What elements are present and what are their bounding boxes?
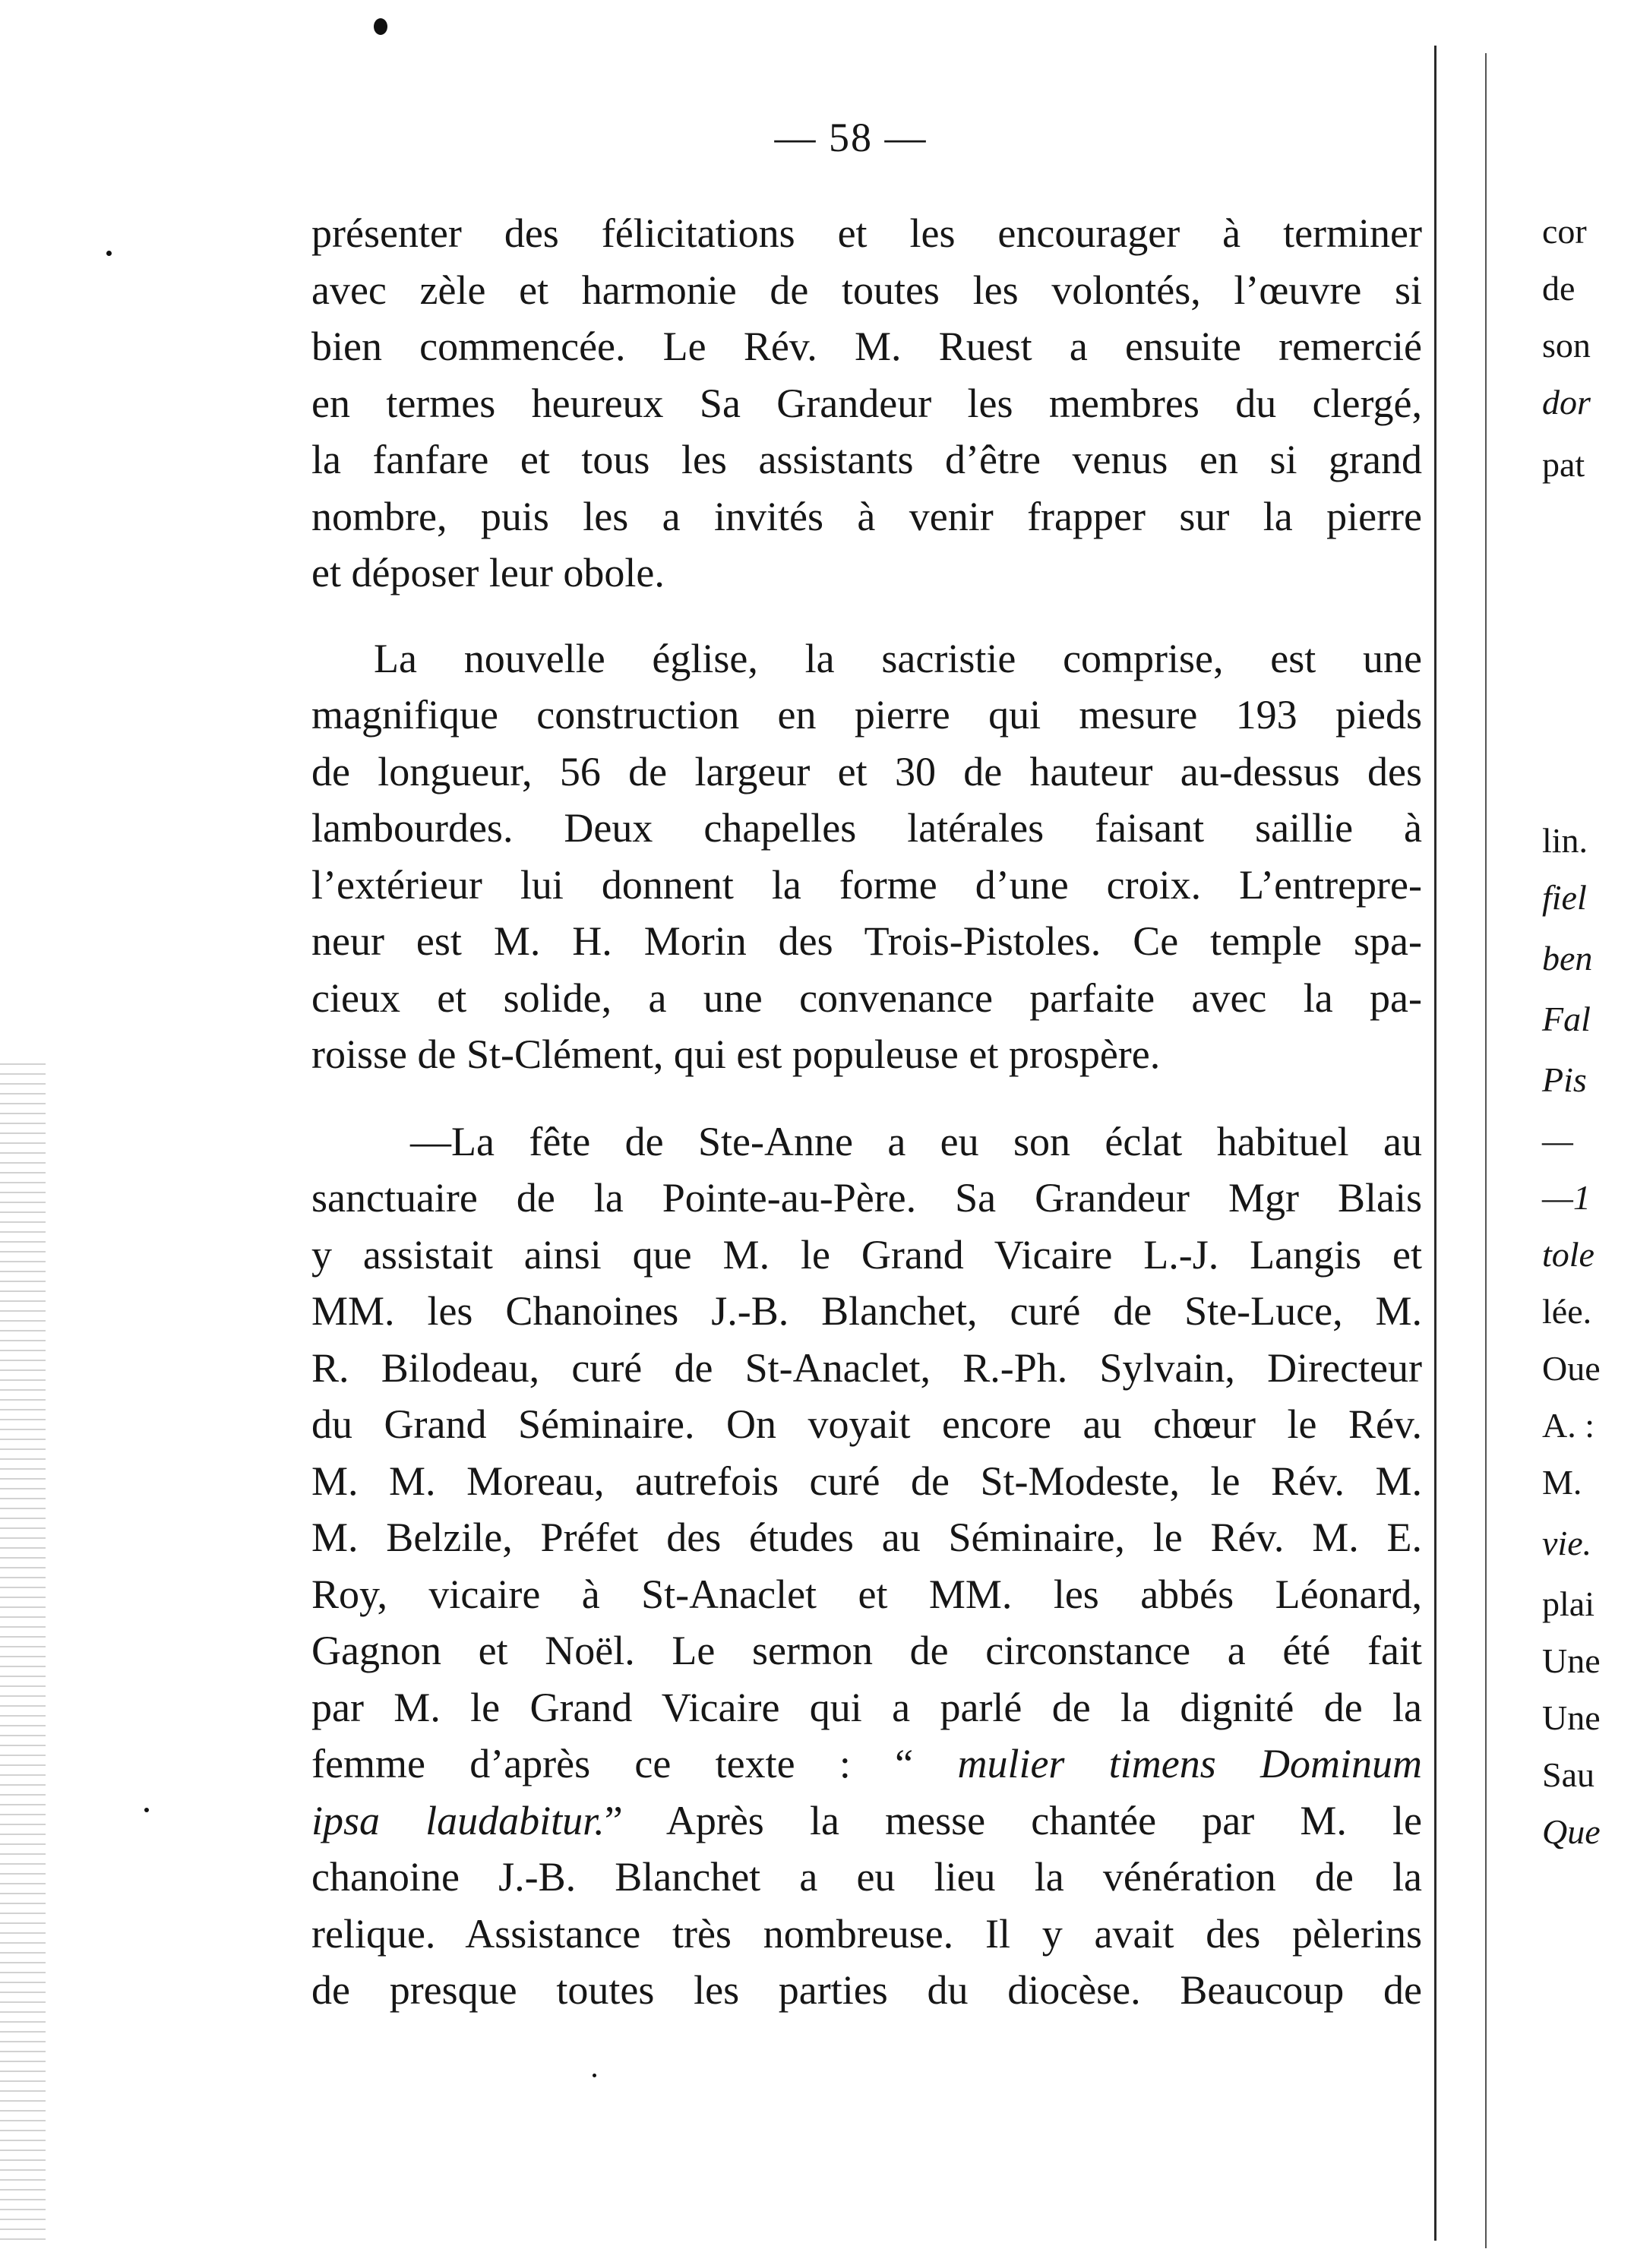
margin-fragment: lée.: [1542, 1292, 1592, 1331]
margin-fragment: —1: [1542, 1178, 1591, 1217]
text-line: l’extérieur lui donnent la forme d’une croix. L’entrepre-: [311, 861, 1422, 908]
text-line: avec zèle et harmonie de toutes les volontés, l’œuvre si: [311, 267, 1422, 313]
margin-fragment: —: [1542, 1121, 1573, 1160]
margin-fragment: Pis: [1542, 1060, 1587, 1099]
main-text: [311, 205, 1422, 2019]
margin-fragment: son: [1542, 326, 1591, 365]
text-line: de longueur, 56 de largeur et 30 de hauteur au-dessus des: [311, 748, 1422, 794]
ink-speck: [144, 1808, 149, 1812]
text-line: de presque toutes les parties du diocèse. Beaucoup de: [311, 1967, 1422, 2013]
margin-fragment: Une: [1542, 1698, 1601, 1737]
margin-fragment: Sau: [1542, 1755, 1594, 1794]
quote-tail: ” Après la messe chantée par M. le: [604, 1797, 1422, 1843]
text-line: relique. Assistance très nombreuse. Il y avait des pèlerins: [311, 1910, 1422, 1957]
margin-fragment: Oue: [1542, 1349, 1601, 1388]
text-line: Roy, vicaire à St-Anaclet et MM. les abbés Léonard,: [311, 1571, 1422, 1617]
text-line: lambourdes. Deux chapelles latérales faisant saillie à: [311, 805, 1422, 851]
margin-fragment: M.: [1542, 1463, 1582, 1502]
margin-fragment: de: [1542, 269, 1576, 308]
quote-latin-end: ipsa laudabitur.: [311, 1797, 605, 1843]
text-line: nombre, puis les a invités à venir frapper sur la pierre: [311, 493, 1422, 539]
right-page-fragments: [1542, 0, 1634, 2268]
page-number: — 58 —: [774, 115, 928, 160]
text-line: et déposer leur obole.: [311, 550, 665, 595]
text-line: roisse de St-Clément, qui est populeuse et prospère.: [311, 1031, 1161, 1077]
page-edge-rule-2: [1485, 53, 1487, 2248]
text-line: M. Belzile, Préfet des études au Séminaire, le Rév. M. E.: [311, 1515, 1422, 1560]
text-line: MM. les Chanoines J.-B. Blanchet, curé de Ste-Luce, M.: [311, 1288, 1422, 1334]
ink-speck: [593, 2074, 596, 2077]
margin-fragment: tole: [1542, 1235, 1594, 1274]
margin-fragment: vie.: [1542, 1524, 1592, 1562]
ink-speck: [374, 18, 387, 35]
text-line: présenter des félicitations et les encourager à terminer: [311, 210, 1422, 256]
text-line: chanoine J.-B. Blanchet a eu lieu la vénération de la: [311, 1854, 1422, 1900]
text-line: La nouvelle église, la sacristie comprise, est une: [374, 635, 1422, 681]
margin-fragment: A. :: [1542, 1406, 1594, 1445]
text-line: cieux et solide, a une convenance parfaite avec la pa-: [311, 974, 1422, 1021]
margin-fragment: Que: [1542, 1812, 1601, 1851]
margin-fragment: lin.: [1542, 821, 1588, 860]
quote-latin: mulier timens Dominum: [957, 1741, 1423, 1786]
margin-fragment: plai: [1542, 1584, 1594, 1623]
text-line: bien commencée. Le Rév. M. Ruest a ensuite remercié: [311, 324, 1422, 369]
text-line: —La fête de Ste-Anne a eu son éclat habituel au: [410, 1118, 1422, 1164]
text-line: M. M. Moreau, autrefois curé de St-Modeste, le Rév. M.: [311, 1458, 1422, 1504]
text-line: neur est M. H. Morin des Trois-Pistoles. Ce temple spa-: [311, 918, 1422, 964]
text-line: la fanfare et tous les assistants d’être venus en si grand: [311, 437, 1422, 482]
ink-speck: [106, 251, 112, 256]
text-line-quote: [311, 1736, 1422, 1793]
margin-fragment: fiel: [1542, 878, 1587, 917]
text-line: Gagnon et Noël. Le sermon de circonstance a été fait: [311, 1628, 1422, 1673]
text-line-quote-end: [311, 1793, 1422, 1849]
margin-fragment: Fal: [1542, 1000, 1591, 1038]
gutter-noise: [0, 1063, 46, 2248]
text-line: du Grand Séminaire. On voyait encore au chœur le Rév.: [311, 1401, 1422, 1447]
page-edge-rule: [1434, 46, 1436, 2241]
quote-lead: femme d’après ce texte : “: [311, 1741, 958, 1786]
margin-fragment: cor: [1542, 212, 1587, 251]
margin-fragment: ben: [1542, 939, 1593, 978]
text-line: par M. le Grand Vicaire qui a parlé de la dignité de la: [311, 1684, 1422, 1730]
text-line: y assistait ainsi que M. le Grand Vicaire L.-J. Langis et: [311, 1231, 1422, 1278]
text-line: en termes heureux Sa Grandeur les membres du clergé,: [311, 380, 1422, 426]
margin-fragment: dor: [1542, 383, 1591, 422]
text-line: R. Bilodeau, curé de St-Anaclet, R.-Ph. Sylvain, Directeur: [311, 1344, 1422, 1391]
margin-fragment: pat: [1542, 445, 1585, 484]
text-line: sanctuaire de la Pointe-au-Père. Sa Grandeur Mgr Blais: [311, 1175, 1422, 1221]
text-line: magnifique construction en pierre qui mesure 193 pieds: [311, 692, 1422, 738]
margin-fragment: Une: [1542, 1641, 1601, 1680]
